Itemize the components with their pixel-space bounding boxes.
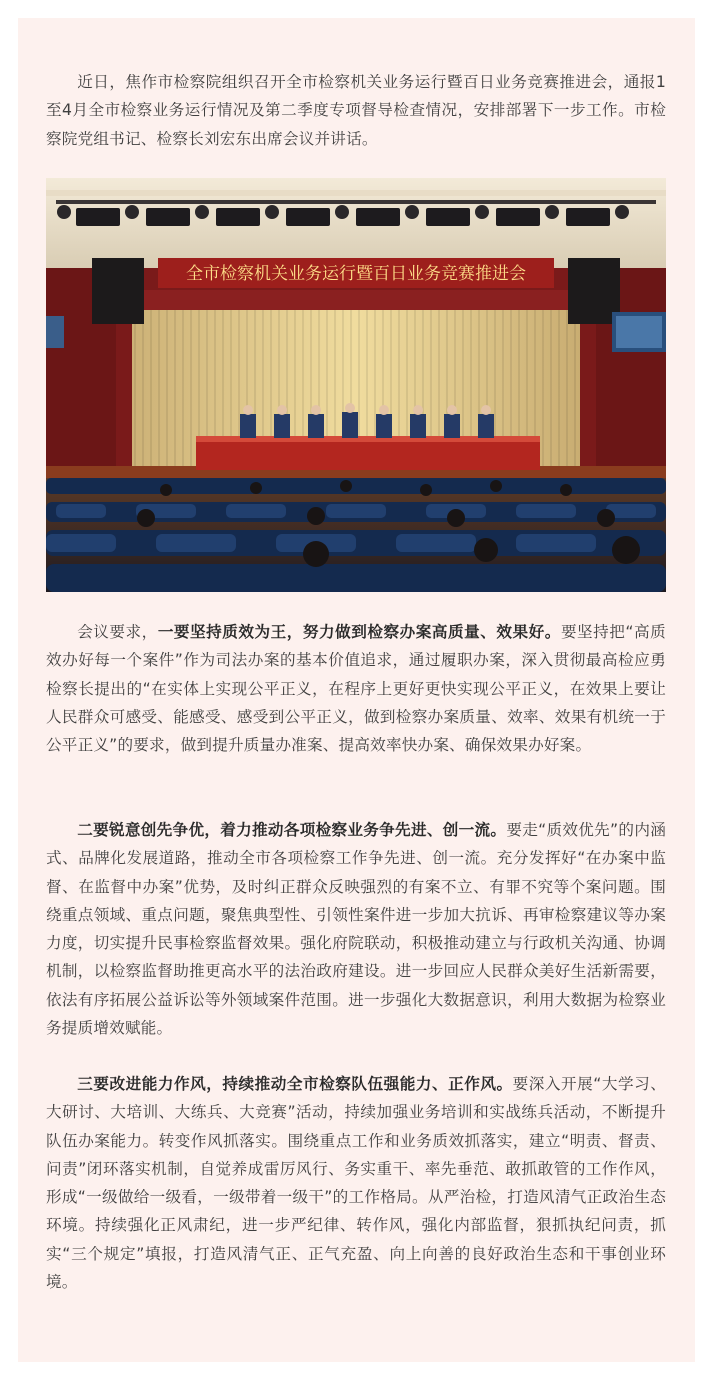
paragraph-3-body: 要深入开展“大学习、大研讨、大培训、大练兵、大竞赛”活动，持续加强业务培训和实战练兵活动，不断提升队伍办案能力。转变作风抓落实。围绕重点工作和业务质效抓落实，建立“明责、督责、问责”闭环落实机制，自觉养成雷厉风行、务实重干、率先垂范、敢抓敢管的工作作风，形成“一级做给一级看，一级带着一级干”的工作格局。从严治检，打造风清气正政治生态环境。持续强化正风肃纪，进一步严纪律、转作风，强化内部监督，狠抓执纪问责，抓实“三个规定”填报，打造风清气正、正气充盈、向上向善的良好政治生态和干事创业环境。 (46, 1075, 666, 1292)
intro-paragraph: 近日，焦作市检察院组织召开全市检察机关业务运行暨百日业务竞赛推进会，通报1至4月全市检察业务运行情况及第二季度专项督导检查情况，安排部署下一步工作。市检察院党组书记、检察长刘宏东出席会议并讲话。 (46, 73, 666, 148)
article-card (18, 18, 695, 1362)
paragraph-3-heading: 三要改进能力作风，持续推动全市检察队伍强能力、正作风。 (77, 1075, 513, 1093)
paragraph-2 (46, 816, 666, 1042)
paragraph-3 (46, 1070, 666, 1296)
paragraph-2-heading: 二要锐意创先争优，着力推动各项检察业务争先进、创一流。 (77, 821, 507, 839)
paragraph-2-body: 要走“质效优先”的内涵式、品牌化发展道路，推动全市各项检察工作争先进、创一流。充分发挥好“在办案中监督、在监督中办案”优势，及时纠正群众反映强烈的有案不立、有罪不究等个案问题。围绕重点领域、重点问题，聚焦典型性、引领性案件进一步加大抗诉、再审检察建议等办案力度，切实提升民事检察监督效果。强化府院联动，积极推动建立与行政机关沟通、协调机制，以检察监督助推更高水平的法治政府建设。进一步回应人民群众美好生活新需要，依法有序拓展公益诉讼等外领域案件范围。进一步强化大数据意识，利用大数据为检察业务提质增效赋能。 (46, 821, 667, 1038)
paragraph-1-heading: 一要坚持质效为王，努力做到检察办案高质量、效果好。 (157, 623, 561, 641)
banner-text: 全市检察机关业务运行暨百日业务竞赛推进会 (186, 264, 526, 284)
paragraph-1-body: 要坚持把“高质效办好每一个案件”作为司法办案的基本价值追求，通过履职办案，深入贯彻最高检应勇检察长提出的“在实体上实现公平正义，在程序上更好更快实现公平正义，在效果上要让人民群众可感受、能感受、感受到公平正义，做到检察办案质量、效率、效果有机统一于公平正义”的要求，做到提升质量办准案、提高效率快办案、确保效果办好案。 (46, 623, 666, 755)
meeting-photo (46, 178, 666, 592)
paragraph-1-lead: 会议要求， (77, 623, 158, 641)
paragraph-1 (46, 618, 666, 759)
